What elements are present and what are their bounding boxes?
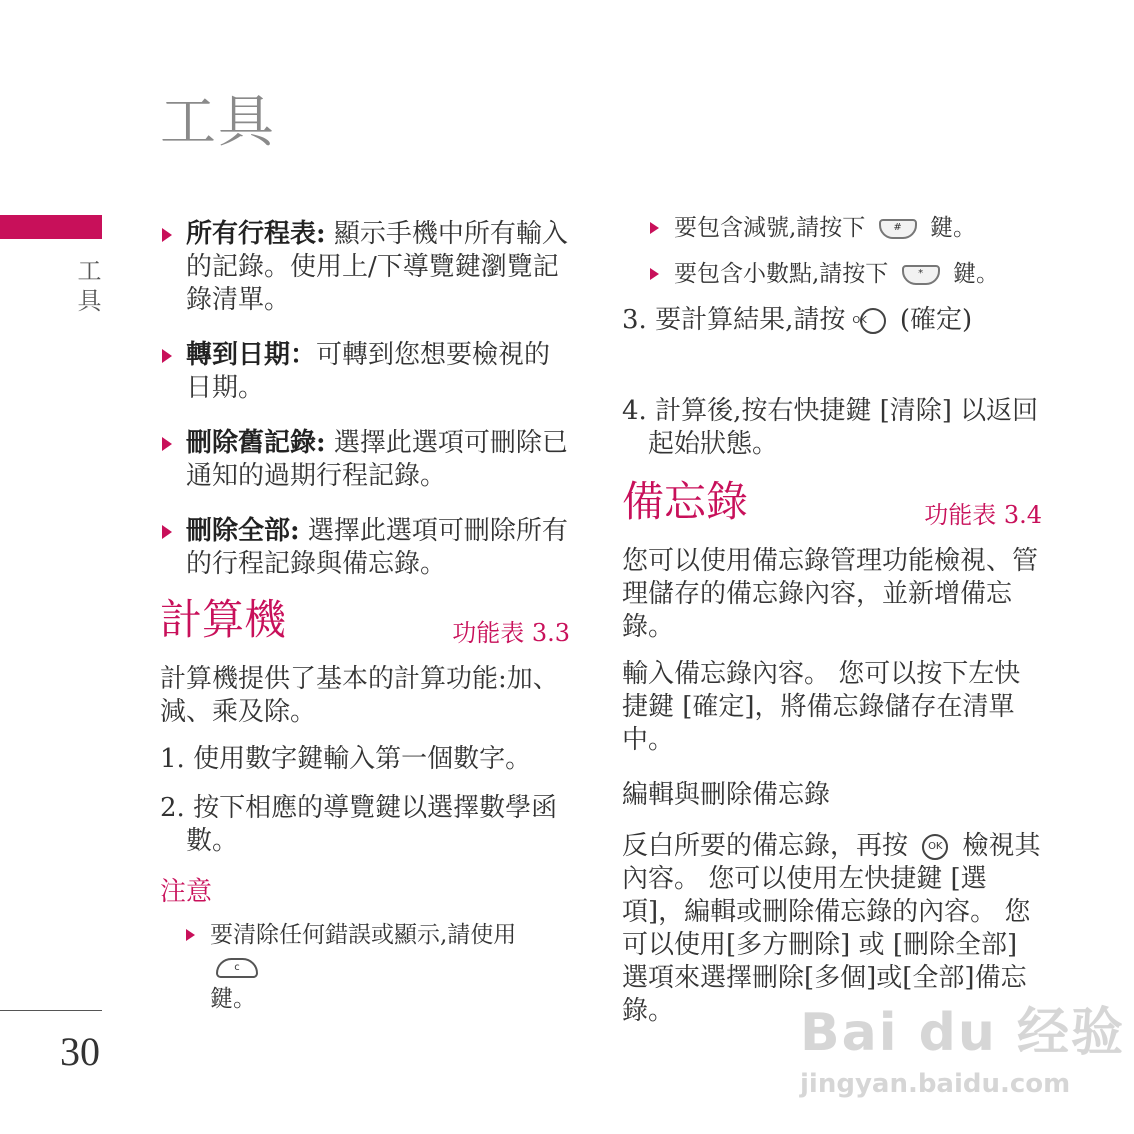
page-title: 工具	[160, 90, 276, 155]
memo-section-header	[622, 477, 1042, 545]
bullet-triangle-icon	[162, 349, 172, 363]
calculator-step-3	[622, 304, 1042, 337]
memo-input: 輸入備忘錄內容。 您可以按下左快捷鍵 [確定]，將備忘錄儲存在清單中。	[622, 659, 1021, 755]
bullet-text: 可轉到您想要檢視的日期。	[186, 340, 551, 403]
decimal-text-pre: 要包含小數點,請按下	[674, 261, 889, 287]
decimal-text-post: 鍵。	[952, 261, 999, 287]
page-number: 30	[60, 1029, 100, 1074]
note-item	[160, 919, 570, 1015]
calculator-section-header	[160, 595, 570, 663]
left-column	[160, 218, 570, 1015]
calculator-intro: 計算機提供了基本的計算功能:加、減、乘及除。	[160, 664, 559, 727]
bullet-term: 所有行程表:	[186, 219, 326, 249]
bullet-triangle-icon	[186, 929, 195, 941]
baidu-watermark	[800, 990, 1125, 1099]
bullet-term: 刪除全部:	[186, 516, 300, 546]
calculator-step-2: 2. 按下相應的導覽鍵以選擇數學函數。	[160, 793, 558, 856]
bullet-text: 選擇此選項可刪除已通知的過期行程記錄。	[186, 428, 568, 491]
minus-sign-instruction	[622, 212, 1042, 244]
memo-title: 備忘錄	[622, 477, 749, 526]
calculator-step-4: 4. 計算後,按右快捷鍵 [清除] 以返回起始狀態。	[622, 396, 1039, 459]
bullet-go-to-date	[160, 339, 570, 405]
watermark-logo-text: Bai du 经验	[800, 1003, 1125, 1063]
memo-menu-number: 功能表 3.4	[924, 501, 1042, 529]
chapter-tab-bar	[0, 215, 102, 239]
bullet-delete-all	[160, 515, 570, 581]
bullet-triangle-icon	[650, 268, 659, 280]
bullet-triangle-icon	[650, 222, 659, 234]
ok-key-icon: OK	[860, 308, 886, 334]
bullet-all-schedules	[160, 218, 570, 317]
chapter-side-label: 工具	[73, 258, 101, 318]
bullet-text: 顯示手機中所有輸入的記錄。使用上/下導覽鍵瀏覽記錄清單。	[186, 219, 568, 315]
bullet-text: 選擇此選項可刪除所有的行程記錄與備忘錄。	[186, 516, 568, 579]
memo-edit-heading: 編輯與刪除備忘錄	[622, 780, 831, 810]
memo-edit-pre: 反白所要的備忘錄，再按	[622, 831, 909, 861]
step3-text-post: (確定)	[899, 305, 973, 335]
decimal-point-instruction	[622, 258, 1042, 290]
memo-intro: 您可以使用備忘錄管理功能檢視、管理儲存的備忘錄內容，並新增備忘錄。	[622, 546, 1039, 642]
page-number-rule	[0, 1010, 102, 1011]
minus-text-pre: 要包含減號,請按下	[674, 215, 866, 241]
bullet-term: 刪除舊記錄:	[186, 428, 326, 458]
step3-text-pre: 3. 要計算結果,請按	[622, 305, 846, 335]
calculator-menu-number: 功能表 3.3	[452, 619, 570, 647]
star-key-icon: *	[902, 265, 940, 285]
calculator-step-1: 1. 使用數字鍵輸入第一個數字。	[160, 744, 532, 774]
note-text-pre: 要清除任何錯誤或顯示,請使用	[210, 922, 517, 948]
bullet-term: 轉到日期：	[186, 340, 317, 370]
bullet-triangle-icon	[162, 437, 172, 451]
memo-edit-post: 檢視其內容。 您可以使用左快捷鍵 [選項]，編輯或刪除備忘錄的內容。 您可以使用[多方刪除] 或 [刪除全部]選項來選擇刪除[多個]或[全部]備忘錄。	[622, 831, 1041, 1026]
note-text-post: 鍵。	[210, 986, 256, 1012]
ok-key-icon: OK	[922, 834, 948, 860]
note-title: 注意	[160, 877, 213, 907]
watermark-url: jingyan.baidu.com	[800, 1069, 1071, 1099]
minus-text-post: 鍵。	[929, 215, 976, 241]
hash-key-icon: #	[879, 219, 917, 239]
calculator-title: 計算機	[160, 595, 287, 644]
right-column	[622, 212, 1042, 1042]
bullet-delete-old	[160, 427, 570, 493]
bullet-triangle-icon	[162, 525, 172, 539]
bullet-triangle-icon	[162, 228, 172, 242]
clear-key-icon: c	[216, 958, 258, 978]
